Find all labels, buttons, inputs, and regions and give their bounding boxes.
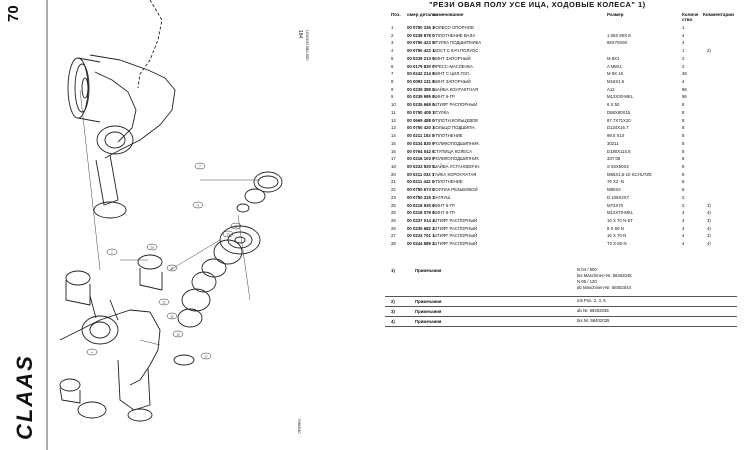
row-part-number: 00 0750 423 0 [407, 40, 435, 46]
row-comment: 3) [707, 202, 711, 208]
row-part-number: 00 0239 213 0 [407, 55, 435, 61]
row-qty: 8 [682, 156, 685, 162]
row-qty: 8 [682, 125, 685, 131]
row-name: ШТИФТ РАСПОРНЫЙ [433, 102, 478, 108]
note-label: Примечания [415, 268, 442, 273]
row-part-number: 00 0233 701 1 [407, 233, 435, 239]
row-name: ШАЙБА УСТАНОВОЧН. [433, 163, 481, 169]
row-part-number: 00 0239 389 0 [407, 86, 435, 92]
callout-label: 9 [197, 203, 199, 208]
row-qty: 4 [682, 32, 685, 38]
row-pos: 27 [391, 233, 396, 239]
header-name: аименование [433, 12, 464, 17]
row-size: 65X70X60 [607, 40, 628, 46]
row-size: D68X80X15 [607, 109, 631, 115]
row-qty: 4 [682, 210, 685, 216]
row-pos: 11 [391, 109, 396, 115]
row-name: ШТИФТ РАСПОРНЫЙ [433, 241, 478, 247]
callout-label: 4 [91, 350, 93, 355]
row-name: ВИНТ ЗАПОРНЫЙ [433, 55, 471, 61]
row-size: D 108X2X7 [607, 194, 629, 200]
row-size: M55X1,5-10 SCHUTZE [607, 171, 652, 177]
table-row [375, 70, 750, 77]
note-line: ab Nr. 58402035 [577, 308, 609, 313]
row-qty: 4 [682, 40, 685, 46]
row-qty: 2 [682, 194, 685, 200]
table-row [375, 202, 750, 209]
callout-label: 2 [111, 250, 113, 255]
table-row [375, 171, 750, 178]
note-line: N 04 / 500 [577, 267, 597, 272]
row-name: КОЛПАК РЕЗЬБОВОЙ [433, 187, 478, 193]
row-pos: 10 [391, 102, 396, 108]
row-name: ЗАГЛУШ [433, 194, 451, 200]
row-qty: 8 [682, 148, 685, 154]
row-part-number: 00 0218 079 0 [407, 210, 435, 216]
row-size: A12 [607, 86, 615, 92]
row-size: 6 X 50 [607, 102, 620, 108]
table-row [375, 186, 750, 193]
table-row [375, 39, 750, 46]
row-name: УПЛОТН.КОЛЬЦЕВОЕ [433, 117, 479, 123]
row-size: 10 X 70 N-ST [607, 218, 634, 223]
row-name: СТУПИЦА КОЛЕСА [433, 148, 473, 154]
callout-label: 7 [199, 164, 201, 169]
row-pos: 26 [391, 225, 396, 231]
row-name: ВИНТ С ЦИЛ.ГОЛ. [433, 71, 470, 77]
row-qty: 8 [682, 117, 685, 123]
note-key: 2) [391, 299, 395, 304]
row-size: D134X16.7 [607, 125, 629, 131]
callout-label: 11 [234, 224, 238, 229]
row-qty: 2 [682, 202, 685, 208]
table-row [375, 55, 750, 62]
row-name: ШТИФТ РАСПОРНЫЙ [433, 233, 478, 239]
row-name: РОЛИКОПОДШИПНИК [433, 140, 479, 146]
row-part-number: 00 0750 420 1 [407, 125, 435, 131]
table-row [375, 225, 750, 232]
header-qty: Количе ство [682, 12, 699, 23]
note-line: mit Pos. 2, 3, 5 [577, 298, 606, 303]
row-part-number: 00 0750 673 0 [407, 187, 435, 193]
row-size: A M8X1 [607, 63, 623, 69]
header-size: Размер [607, 12, 624, 17]
row-pos: 26 [391, 218, 396, 223]
table-row [375, 163, 750, 170]
row-part-number: 00 0239 995 0 [407, 94, 435, 100]
row-name: ВТУЛКА ПОДШИПНИКА [433, 40, 482, 46]
row-part-number: 00 0218 930 0 [407, 202, 435, 208]
table-row [375, 63, 750, 70]
row-qty: 8 [682, 133, 685, 139]
row-pos: 18 [391, 163, 396, 169]
row-qty: 8 [682, 140, 685, 146]
table-row [375, 209, 750, 216]
row-comment: 4) [707, 210, 711, 216]
row-name: УПЛОТНЕНИЕ ВАЛА [433, 32, 476, 38]
row-name: ПРЕСС-МАСЛЕНКА [433, 63, 473, 69]
row-qty: 8 [682, 102, 685, 108]
row-part-number: 00 0235 682 2 [407, 225, 435, 231]
row-size: 76 X2 -N [607, 179, 624, 185]
header-comments: Комментарии [703, 12, 734, 17]
row-size: M 8X1 [607, 55, 620, 61]
row-name: РОЛИКОПОДШИПНИК [433, 156, 479, 162]
divider [385, 316, 737, 317]
row-part-number: 00 0211 442 0 [407, 179, 435, 185]
row-qty: 8 [682, 171, 685, 177]
header-pos: Поз. [391, 12, 401, 17]
note-label: Примечания [415, 299, 442, 304]
row-pos: 28 [391, 241, 396, 247]
table-row [375, 93, 750, 100]
row-size: 33T 08 [607, 156, 621, 162]
row-comment: 3) [707, 218, 711, 223]
row-qty: 4 [682, 233, 685, 239]
row-part-number: 00 0238 878 0 [407, 32, 435, 38]
row-pos: 3 [391, 40, 394, 46]
table-row [375, 140, 750, 147]
note-key: 3) [391, 309, 395, 314]
page-title: "РЕЗИ ОВАЯ ПОЛУ УСЕ ИЦА, ХОДОВЫЕ КОЛЕСА" 1) [429, 0, 646, 9]
row-qty: 48 [682, 71, 687, 77]
table-row [375, 47, 750, 54]
row-part-number: 00 0244 589 2 [407, 241, 435, 247]
row-qty: 8 [682, 187, 685, 193]
row-part-number: 00 0179 830 0 [407, 63, 435, 69]
row-pos: 2 [391, 32, 394, 38]
row-part-number: 00 0750 422 1 [407, 48, 435, 54]
parts-list-page [375, 0, 750, 450]
table-row [375, 132, 750, 139]
side-code-bottom: 7080940 [297, 418, 302, 434]
table-row [375, 178, 750, 185]
row-pos: 1 [391, 25, 394, 30]
table-row [375, 109, 750, 116]
row-name: ШАЙБА КОНТАКТНАЯ [433, 86, 479, 92]
row-part-number: 00 0211 033 1 [407, 171, 435, 177]
row-pos: 12 [391, 117, 396, 123]
row-name: ГАЙКА КОРОНЧАТАЯ [433, 171, 477, 177]
row-pos: 4 [391, 48, 394, 54]
row-pos: 22 [391, 187, 396, 193]
row-pos: 7 [391, 71, 394, 77]
row-size: M 8X 16 [607, 71, 624, 77]
row-qty: 1 [682, 25, 685, 30]
row-size: M16X1.5 [607, 79, 625, 85]
header-number: омер детали [407, 12, 436, 17]
row-size: S 55X60X2 [607, 163, 629, 169]
table-row [375, 101, 750, 108]
table-row [375, 217, 750, 224]
row-size: 8 X 60-N [607, 225, 624, 231]
row-pos: 6 [391, 63, 394, 69]
note-label: Примечания [415, 309, 442, 314]
row-part-number: 00 0242 214 0 [407, 71, 435, 77]
divider [385, 296, 737, 297]
table-row [375, 232, 750, 239]
row-name: ШТИФТ РАСПОРНЫЙ [433, 225, 478, 231]
callout-label: 15 [176, 332, 180, 337]
note-line: bis Maschinen-Nr. 58402045 [577, 273, 632, 278]
row-part-number: 00 0234 830 0 [407, 140, 435, 146]
note-line: bis Nr. 58402035 [577, 318, 610, 323]
row-comment: 2) [707, 48, 711, 54]
note-key: 4) [391, 319, 395, 324]
note-label: Примечания [415, 319, 442, 324]
row-pos: 23 [391, 194, 396, 200]
row-size: 99.5 X10 [607, 133, 625, 139]
divider [385, 326, 737, 327]
row-qty: 8 [682, 109, 685, 115]
row-qty: 2 [682, 63, 685, 69]
row-qty: 4 [682, 241, 685, 247]
table-row [375, 78, 750, 85]
row-qty: 2 [682, 55, 685, 61]
row-size: M80X2 [607, 187, 621, 193]
callout-label: 13 [226, 232, 230, 237]
row-size: 1 65X 80X 8 [607, 32, 631, 38]
row-pos: 16 [391, 148, 396, 154]
row-name: ВИНТ 6-ГР. [433, 210, 456, 216]
table-row [375, 24, 750, 31]
row-part-number: 00 0764 042 0 [407, 148, 435, 154]
row-part-number: 00 0235 668 0 [407, 102, 435, 108]
note-key: 1) [391, 268, 395, 273]
row-part-number: 00 0750 408 1 [407, 109, 435, 115]
row-pos: 8 [391, 79, 394, 85]
callout-label: 12 [170, 314, 174, 319]
row-qty: 4 [682, 218, 685, 223]
callout-label: 20 [150, 245, 154, 250]
table-row [375, 240, 750, 247]
row-size: 30211 [607, 140, 619, 146]
row-part-number: 00 0216 103 0 [407, 156, 435, 162]
page-number: 70 [5, 5, 22, 22]
row-pos: 15 [391, 140, 396, 146]
row-qty: 4 [682, 79, 685, 85]
row-size: M72X70 [607, 202, 624, 208]
divider [385, 306, 737, 307]
row-qty: 8 [682, 179, 685, 185]
row-name: ВТУЛКА [433, 109, 449, 115]
callout-label: 22 [162, 300, 166, 305]
table-row [375, 148, 750, 155]
row-pos: 17 [391, 156, 396, 162]
row-size: M12X70-MKL [607, 210, 634, 216]
row-part-number: 00 0669 488 0 [407, 117, 435, 123]
row-pos: 14 [391, 133, 396, 139]
row-name: ВИНТ ЗАПОРНЫЙ [433, 79, 471, 85]
note-line: ab Maschinen-Nr. 58402044 [577, 285, 631, 290]
claas-logo-text: CLAAS [12, 354, 37, 440]
row-name: МОСТ С КАЧ.ПОЛУОС. [433, 48, 480, 54]
row-name: КОЛЬЦО ПОДШИПН. [433, 125, 476, 131]
row-pos: 25 [391, 202, 396, 208]
row-size: M12X30-MKL [607, 94, 634, 100]
table-row [375, 117, 750, 124]
row-qty: 96 [682, 86, 687, 92]
row-part-number: 00 0237 014 3 [407, 218, 435, 223]
row-part-number: 00 0750 336 3 [407, 25, 435, 30]
upper-axle-part [68, 0, 175, 218]
row-qty: 96 [682, 94, 687, 100]
row-comment: 3) [707, 233, 711, 239]
row-part-number: 00 0233 920 0 [407, 163, 435, 169]
note-line: N 05 / 120 [577, 279, 597, 284]
row-name: КОЛЕСО ОПОРНОЕ [433, 25, 474, 30]
row-pos: 9 [391, 94, 394, 100]
row-comment: 4) [707, 225, 711, 231]
lower-axle-part [60, 271, 194, 421]
row-size: 87.7X71X10 [607, 117, 631, 123]
row-qty: 1 [682, 48, 685, 54]
table-row [375, 32, 750, 39]
callout-label: 21 [170, 266, 174, 271]
row-name: ВИНТ 6-ГР. [433, 202, 456, 208]
row-name: УПЛОТНЕНИЕ [433, 133, 463, 139]
row-qty: 8 [682, 163, 685, 169]
row-part-number: 00 0211 153 0 [407, 133, 435, 139]
row-pos: 13 [391, 125, 396, 131]
row-name: ВИНТ 6-ГР. [433, 94, 456, 100]
row-qty: 4 [682, 225, 685, 231]
side-code-top: 184 [297, 30, 303, 39]
row-size: 16 X 70-N [607, 233, 627, 239]
row-pos: 9 [391, 86, 394, 92]
row-part-number: 00 0750 319 1 [407, 194, 435, 200]
row-pos: 25 [391, 210, 396, 216]
row-comment: 4) [707, 241, 711, 247]
table-row [375, 86, 750, 93]
row-pos: 21 [391, 179, 396, 185]
row-part-number: 00 0093 131 0 [407, 79, 435, 85]
row-pos: 5 [391, 55, 394, 61]
row-name: УПЛОТНЕНИЕ [433, 179, 463, 185]
table-row [375, 155, 750, 162]
callout-label: 17 [204, 354, 208, 359]
table-row [375, 124, 750, 131]
side-code-mid: LEXION 580-550 [305, 30, 310, 61]
row-size: T2 X 60-N [607, 241, 627, 247]
row-name: ШТИФТ РАСПОРНЫЙ [433, 218, 478, 223]
table-row [375, 194, 750, 201]
row-size: D180X110,8 [607, 148, 631, 154]
row-pos: 20 [391, 171, 396, 177]
